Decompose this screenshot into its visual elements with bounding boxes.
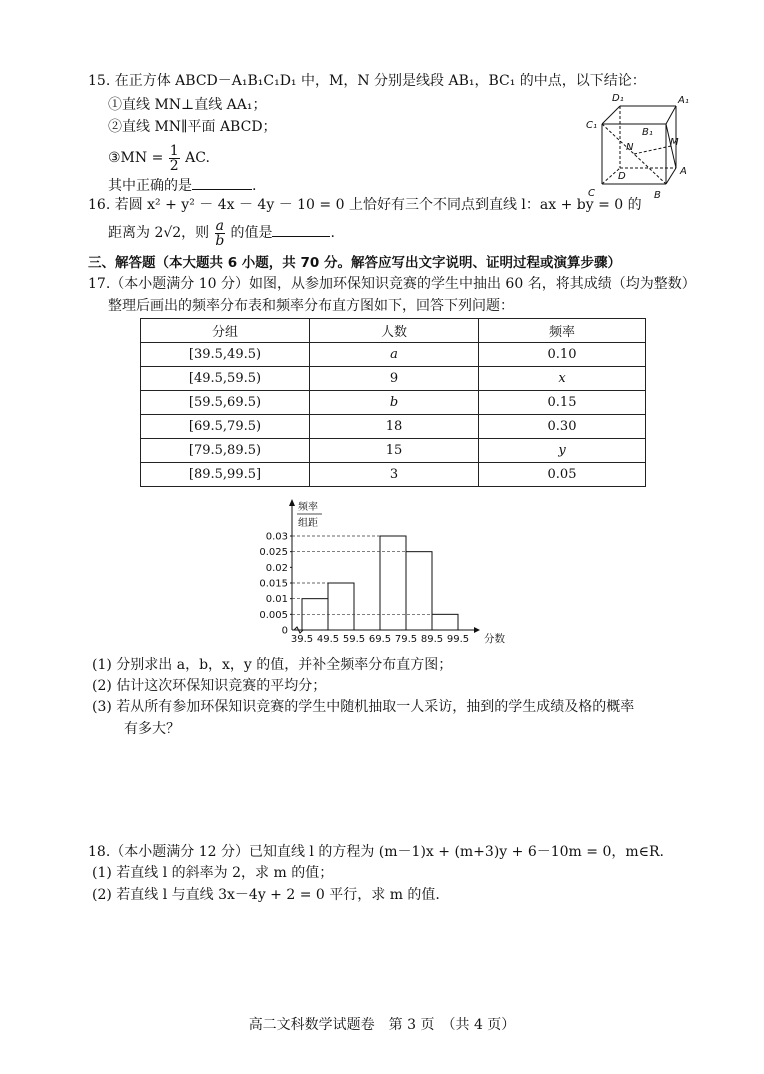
table-header-row <box>141 319 646 343</box>
cube-label-d: D <box>618 171 626 182</box>
cube-label-d1: D₁ <box>612 93 624 104</box>
table-cell: 0.30 <box>479 415 646 439</box>
table-cell: 0.05 <box>479 463 646 487</box>
table-cell: [59.5,69.5) <box>141 391 310 415</box>
x-tick-label: 89.5 <box>420 634 444 645</box>
table-row <box>141 463 646 487</box>
x-tick-label: 59.5 <box>342 634 366 645</box>
q16-fraction <box>215 219 225 248</box>
table-cell: [79.5,89.5) <box>141 439 310 463</box>
table-cell: [49.5,59.5) <box>141 367 310 391</box>
table-cell: [89.5,99.5] <box>141 463 310 487</box>
x-axis-arrow <box>474 627 480 633</box>
y-tick-label: 0.02 <box>265 562 288 574</box>
y-axis-arrow <box>289 499 295 506</box>
y-tick-label: 0.015 <box>259 578 288 590</box>
table-row <box>141 343 646 367</box>
q15-frac-num: 1 <box>169 142 179 159</box>
q16-line2-pre: 距离为 2√2，则 <box>108 225 210 241</box>
q18-stem: 18.（本小题满分 12 分）已知直线 l 的方程为 (m－1)x + (m+3)y + 6－10m = 0，m∈R. <box>88 844 664 860</box>
q15-choice-1: ①直线 MN⊥直线 AA₁； <box>108 97 267 113</box>
y-tick-label: 0.005 <box>259 609 288 621</box>
table-cell: x <box>479 367 646 391</box>
q15-answer-blank[interactable] <box>192 176 252 190</box>
table-cell: 0.15 <box>479 391 646 415</box>
q18-sub-1: (1) 若直线 l 的斜率为 2，求 m 的值； <box>92 865 334 881</box>
histogram-bar <box>328 583 354 630</box>
x-tick-label: 99.5 <box>446 634 470 645</box>
table-cell: [39.5,49.5) <box>141 343 310 367</box>
table-cell: y <box>479 439 646 463</box>
q15-answer-prompt: 其中正确的是 <box>108 178 192 194</box>
cube-label-m: M <box>670 137 679 148</box>
x-tick-label: 49.5 <box>316 634 340 645</box>
histogram-bar <box>406 552 432 630</box>
frequency-table <box>140 318 646 487</box>
table-cell: b <box>310 391 479 415</box>
cube-label-a: A <box>680 166 687 177</box>
y-tick-label: 0.03 <box>265 531 288 543</box>
cube-figure <box>580 88 700 206</box>
table-cell: 0.10 <box>479 343 646 367</box>
table-cell: 18 <box>310 415 479 439</box>
q15-stem: 15. 在正方体 ABCD－A₁B₁C₁D₁ 中，M，N 分别是线段 AB₁，BC₁ 的中点，以下结论： <box>88 73 646 89</box>
q16-frac-num: a <box>215 217 224 234</box>
x-tick-label: 79.5 <box>394 634 418 645</box>
cube-label-n: N <box>626 142 634 153</box>
x-axis-label: 分数 <box>484 633 505 645</box>
histogram-bar <box>432 614 458 630</box>
table-row <box>141 391 646 415</box>
q17-stem-2: 整理后画出的频率分布表和频率分布直方图如下，回答下列问题： <box>108 298 514 314</box>
table-row <box>141 439 646 463</box>
y-tick-label: 0 <box>281 625 288 637</box>
cube-label-c: C <box>588 188 595 199</box>
q15-answer-end: . <box>252 178 257 194</box>
q16-answer-blank[interactable] <box>272 223 330 237</box>
section-3-heading: 三、解答题（本大题共 6 小题，共 70 分。解答应写出文字说明、证明过程或演算步骤） <box>88 255 621 271</box>
table-header: 分组 <box>141 319 310 343</box>
y-tick-label: 0.025 <box>259 547 288 559</box>
table-row <box>141 367 646 391</box>
q15-choice-3 <box>108 142 210 174</box>
table-header: 人数 <box>310 319 479 343</box>
frequency-histogram <box>246 496 546 646</box>
q18-sub-2: (2) 若直线 l 与直线 3x－4y + 2 = 0 平行，求 m 的值. <box>92 887 440 903</box>
y-tick-label: 0.01 <box>265 594 288 606</box>
q15-fraction <box>169 144 180 173</box>
x-tick-label: 39.5 <box>290 634 314 645</box>
table-header: 频率 <box>479 319 646 343</box>
q17-sub-3: (3) 若从所有参加环保知识竞赛的学生中随机抽取一人采访，抽到的学生成绩及格的概率 <box>92 699 635 715</box>
q16-frac-den: b <box>215 232 225 249</box>
q17-stem: 17.（本小题满分 10 分）如图，从参加环保知识竞赛的学生中抽出 60 名，将其成绩（均为整数） <box>88 276 696 292</box>
cube-label-c1: C₁ <box>586 120 597 131</box>
table-cell: a <box>310 343 479 367</box>
table-row <box>141 415 646 439</box>
y-axis-label-den: 组距 <box>298 518 318 529</box>
q17-sub-2: (2) 估计这次环保知识竞赛的平均分； <box>92 678 327 694</box>
page-footer: 高二文科数学试题卷 第 3 页 （共 4 页） <box>248 1017 516 1033</box>
table-cell: 3 <box>310 463 479 487</box>
cube-label-a1: A₁ <box>678 95 689 106</box>
q15-choice-3-pre: ③MN = <box>108 150 164 166</box>
q16-stem: 16. 若圆 x² + y² － 4x － 4y － 10 = 0 上恰好有三个不同点到直线 l：ax + by = 0 的 <box>88 197 642 213</box>
q16-line2-end: . <box>330 225 335 241</box>
histogram-bar <box>380 536 406 630</box>
cube-label-b1: B₁ <box>642 127 653 138</box>
q17-sub-3-cont: 有多大？ <box>124 721 180 737</box>
q16-line2-post: 的值是 <box>230 225 273 241</box>
table-cell: 15 <box>310 439 479 463</box>
q17-sub-1: (1) 分别求出 a，b，x，y 的值，并补全频率分布直方图； <box>92 657 453 673</box>
x-tick-label: 69.5 <box>368 634 392 645</box>
cube-label-b: B <box>654 190 661 201</box>
q15-frac-den: 2 <box>169 157 179 174</box>
q16-line2 <box>108 217 335 249</box>
q15-choice-3-post: AC. <box>185 150 210 166</box>
q15-answer-line <box>108 176 256 195</box>
q15-choice-2: ②直线 MN∥平面 ABCD； <box>108 119 277 135</box>
table-cell: [69.5,79.5) <box>141 415 310 439</box>
y-axis-label-num: 频率 <box>298 502 318 513</box>
table-cell: 9 <box>310 367 479 391</box>
